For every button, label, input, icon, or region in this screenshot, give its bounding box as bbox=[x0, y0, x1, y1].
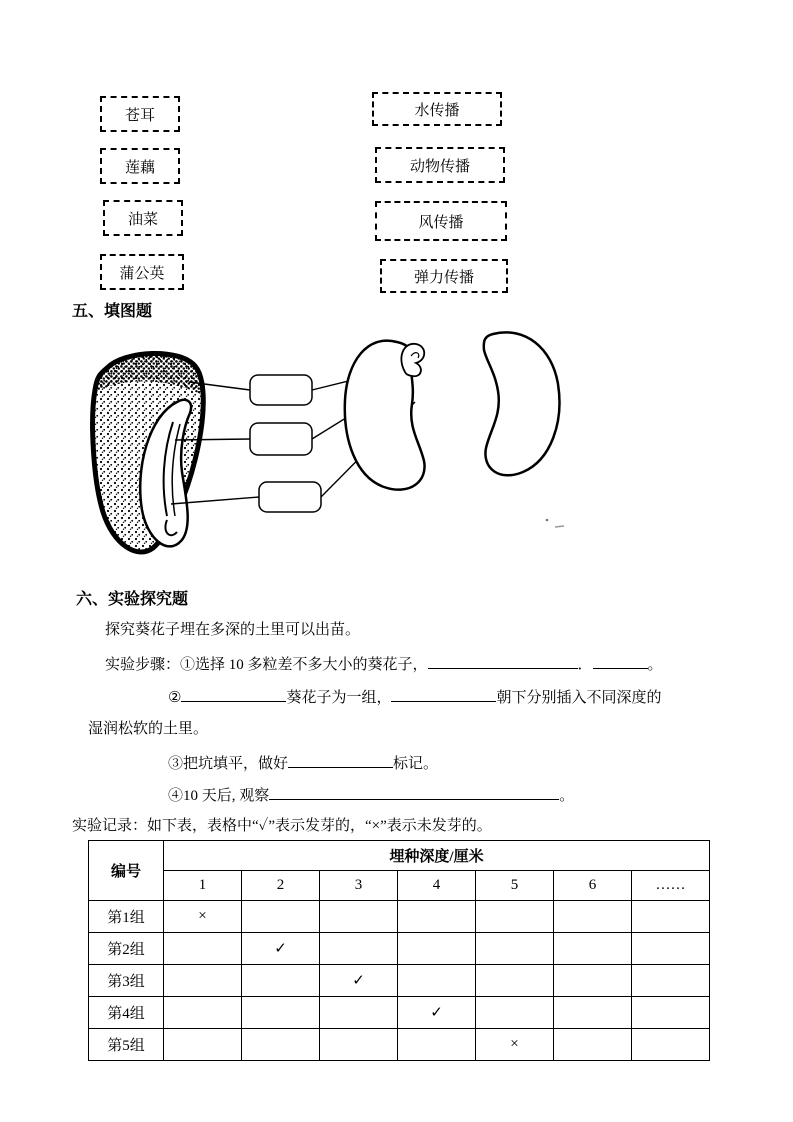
match-method-elastic: 弹力传播 bbox=[380, 259, 508, 293]
mark-cell bbox=[554, 1029, 632, 1061]
table-row bbox=[89, 901, 710, 933]
depth-col-header: …… bbox=[632, 871, 710, 901]
mark-cell bbox=[632, 965, 710, 997]
step2-tail: 朝下分别插入不同深度的 bbox=[496, 690, 662, 706]
match-plant-pugongying: 蒲公英 bbox=[100, 254, 184, 290]
step2-mid: 葵花子为一组， bbox=[286, 690, 392, 706]
fill-blank bbox=[593, 653, 648, 669]
section-five-title: 五、填图题 bbox=[72, 303, 153, 320]
mark-cell: × bbox=[164, 901, 242, 933]
experiment-step-4 bbox=[168, 784, 574, 806]
table-row bbox=[89, 997, 710, 1029]
table-row bbox=[89, 933, 710, 965]
fill-blank bbox=[391, 686, 496, 702]
mark-cell bbox=[164, 1029, 242, 1061]
depth-col-header: 3 bbox=[320, 871, 398, 901]
print-speck bbox=[555, 526, 564, 527]
match-plant-cangER: 苍耳 bbox=[100, 96, 180, 132]
table-row bbox=[89, 965, 710, 997]
experiment-intro: 探究葵花子埋在多深的土里可以出苗。 bbox=[105, 622, 361, 638]
diagram-label-box-3 bbox=[259, 482, 321, 512]
fill-blank bbox=[288, 752, 393, 768]
mark-cell bbox=[164, 933, 242, 965]
mark-cell bbox=[164, 965, 242, 997]
step1-text: 实验步骤：①选择 10 多粒差不多大小的葵花子， bbox=[105, 657, 428, 673]
group-label-cell: 第4组 bbox=[89, 997, 164, 1029]
record-table bbox=[88, 840, 710, 1061]
group-label-cell: 第5组 bbox=[89, 1029, 164, 1061]
seed-diagram-svg bbox=[85, 320, 585, 575]
match-plant-youcai: 油菜 bbox=[103, 200, 183, 236]
diagram-label-box-1 bbox=[250, 375, 312, 405]
print-speck bbox=[546, 519, 549, 522]
record-note: 实验记录：如下表，表格中“✓”表示发芽的，“×”表示未发芽的。 bbox=[72, 818, 492, 834]
step3-text: ③把坑填平，做好 bbox=[168, 756, 289, 772]
mark-cell bbox=[554, 901, 632, 933]
mark-cell bbox=[476, 933, 554, 965]
mark-cell bbox=[242, 997, 320, 1029]
mark-cell bbox=[242, 901, 320, 933]
bean-seed-left bbox=[345, 341, 425, 490]
mark-cell bbox=[554, 965, 632, 997]
mark-cell: ✓ bbox=[242, 933, 320, 965]
mark-cell bbox=[398, 1029, 476, 1061]
step4-suffix: 。 bbox=[559, 788, 575, 804]
mark-cell bbox=[476, 997, 554, 1029]
match-method-animal: 动物传播 bbox=[375, 147, 505, 183]
mark-cell bbox=[320, 1029, 398, 1061]
mark-cell: ✓ bbox=[398, 997, 476, 1029]
experiment-step-2-cont: 湿润松软的土里。 bbox=[88, 721, 209, 737]
fill-blank bbox=[269, 784, 559, 800]
mark-cell bbox=[554, 933, 632, 965]
match-method-wind: 风传播 bbox=[375, 201, 507, 241]
diagram-label-box-2 bbox=[250, 423, 312, 455]
mark-cell bbox=[632, 1029, 710, 1061]
match-method-water: 水传播 bbox=[372, 92, 502, 126]
experiment-step-1 bbox=[105, 653, 663, 675]
connector-line bbox=[175, 439, 250, 440]
mark-cell bbox=[242, 965, 320, 997]
step1-end: 。 bbox=[647, 657, 663, 673]
mark-cell bbox=[398, 901, 476, 933]
step1-mid: ． bbox=[577, 657, 593, 673]
group-label-cell: 第1组 bbox=[89, 901, 164, 933]
mark-cell bbox=[398, 965, 476, 997]
mark-cell bbox=[164, 997, 242, 1029]
depth-col-header: 6 bbox=[554, 871, 632, 901]
mark-cell bbox=[320, 933, 398, 965]
step3-suffix: 标记。 bbox=[393, 756, 439, 772]
mark-cell bbox=[632, 933, 710, 965]
depth-header-cell: 埋种深度/厘米 bbox=[164, 841, 710, 871]
table-row bbox=[89, 1029, 710, 1061]
seed-diagram bbox=[85, 320, 585, 580]
group-label-cell: 第2组 bbox=[89, 933, 164, 965]
mark-cell: × bbox=[476, 1029, 554, 1061]
mark-cell bbox=[242, 1029, 320, 1061]
mark-cell bbox=[476, 901, 554, 933]
mark-cell bbox=[320, 997, 398, 1029]
mark-cell bbox=[398, 933, 476, 965]
experiment-step-2 bbox=[168, 686, 661, 708]
corn-seed-illustration bbox=[93, 353, 204, 552]
mark-cell bbox=[632, 997, 710, 1029]
mark-cell bbox=[554, 997, 632, 1029]
depth-col-header: 4 bbox=[398, 871, 476, 901]
section-six-title: 六、实验探究题 bbox=[76, 591, 189, 608]
record-table-wrap bbox=[88, 840, 710, 1061]
bean-embryo-sprout bbox=[401, 344, 424, 376]
depth-col-header: 2 bbox=[242, 871, 320, 901]
match-plant-lianou: 莲藕 bbox=[100, 148, 180, 184]
step2-num: ② bbox=[168, 690, 182, 706]
step4-text: ④10 天后, 观察 bbox=[168, 788, 270, 804]
bean-seed-right bbox=[484, 332, 560, 475]
mark-cell bbox=[476, 965, 554, 997]
experiment-step-3 bbox=[168, 752, 438, 774]
mark-cell bbox=[320, 901, 398, 933]
fill-blank bbox=[181, 686, 286, 702]
group-label-cell: 第3组 bbox=[89, 965, 164, 997]
depth-col-header: 5 bbox=[476, 871, 554, 901]
mark-cell bbox=[632, 901, 710, 933]
corner-header-cell: 编号 bbox=[89, 841, 164, 901]
fill-blank bbox=[428, 653, 578, 669]
depth-col-header: 1 bbox=[164, 871, 242, 901]
mark-cell: ✓ bbox=[320, 965, 398, 997]
